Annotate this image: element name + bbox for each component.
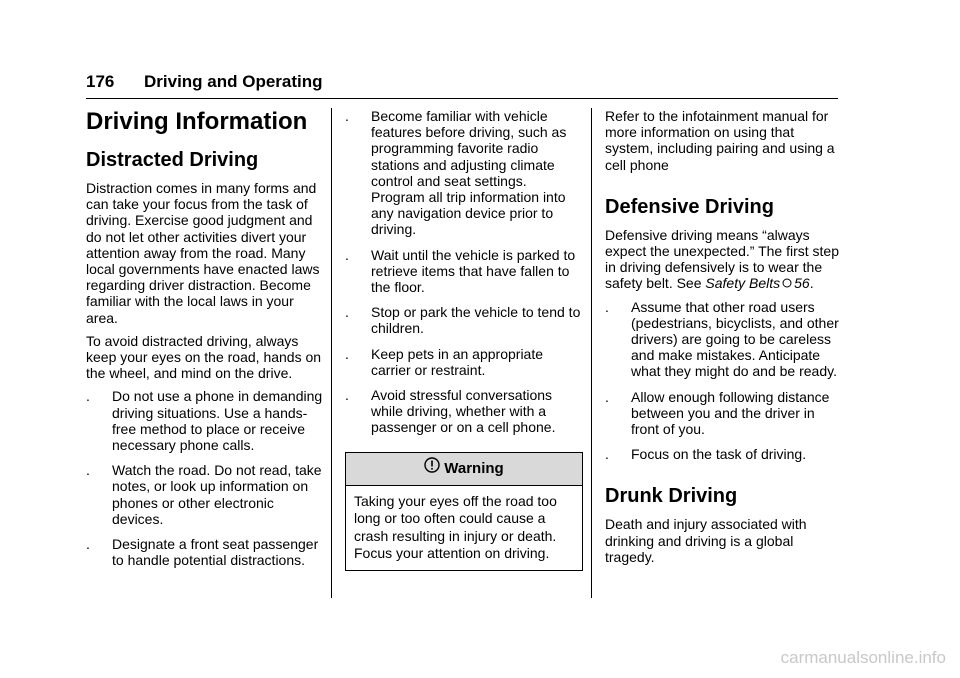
bullet-mark: . xyxy=(345,387,349,404)
list-item xyxy=(345,304,583,336)
page-header xyxy=(86,72,838,99)
column-divider xyxy=(591,108,592,598)
page-title: Driving Information xyxy=(86,108,308,135)
list-item xyxy=(86,536,324,568)
bullet-mark: . xyxy=(345,246,349,263)
bullet-mark: . xyxy=(86,536,90,553)
bullet-mark: . xyxy=(605,446,609,463)
list-item-text: Wait until the vehicle is parked to retrieve items that have fallen to the floor. xyxy=(371,246,576,296)
list-item-text: Focus on the task of driving. xyxy=(631,446,807,463)
list-item-text: Allow enough following distance between you and the driver in front of you. xyxy=(631,388,830,438)
list-item-text: Keep pets in an appropriate carrier or restraint. xyxy=(371,345,544,378)
column-3 xyxy=(605,108,841,572)
list-item-text: Do not use a phone in demanding driving situations. Use a hands-free method to place or receive necessary phone calls. xyxy=(112,388,323,454)
list-item xyxy=(605,299,841,380)
list-item-text: Avoid stressful conversations while driving, whether with a passenger or on a cell phone. xyxy=(371,387,556,436)
list-item-text: Stop or park the vehicle to tend to children. xyxy=(371,304,581,337)
heading-drunk-driving: Drunk Driving xyxy=(605,485,738,508)
paragraph-text: Defensive driving means “always expect the unexpected.” The first step in driving defensively is to wear the safety belt. See xyxy=(605,226,839,292)
cross-reference-page[interactable]: 56 xyxy=(794,275,810,292)
column-2 xyxy=(345,108,583,571)
list-item xyxy=(605,446,841,462)
bullet-mark: . xyxy=(345,345,349,362)
section-title: Driving and Operating xyxy=(144,72,323,91)
column-1 xyxy=(86,108,324,577)
heading-defensive-driving: Defensive Driving xyxy=(605,195,774,218)
list-item xyxy=(345,247,583,296)
list-item xyxy=(345,387,583,436)
page-number: 176 xyxy=(86,72,115,91)
bullet-mark: . xyxy=(605,298,609,315)
list-item xyxy=(345,346,583,378)
list-item xyxy=(605,389,841,438)
paragraph: Death and injury associated with drinking and driving is a global tragedy. xyxy=(605,516,807,565)
paragraph-end: . xyxy=(809,275,814,292)
paragraph: Distraction comes in many forms and can take your focus from the task of driving. Exercise good judgment and do not let other activities divert your attention away from the road. Many local governments have enacted laws regarding driver distraction. Become familiar with the local laws in your area. xyxy=(86,180,320,326)
bullet-mark: . xyxy=(345,108,349,124)
list-item-text: Assume that other road users (pedestrians, bicyclists, and other drivers) are going to be careless and make mistakes. Anticipate what they might do and be ready. xyxy=(631,298,839,380)
bullet-mark: . xyxy=(605,388,609,405)
list-item-text: Watch the road. Do not read, take notes, or look up information on phones or other electronic devices. xyxy=(112,462,322,527)
paragraph xyxy=(605,227,841,292)
bullet-mark: . xyxy=(86,388,90,405)
warning-icon xyxy=(424,453,440,485)
list-item-text: Designate a front seat passenger to handle potential distractions. xyxy=(112,536,319,569)
bullet-mark: . xyxy=(345,304,349,321)
warning-label: Warning xyxy=(444,459,504,477)
list-item xyxy=(86,462,324,527)
bullet-mark: . xyxy=(86,462,90,479)
column-divider xyxy=(331,108,332,598)
list-item xyxy=(345,108,583,238)
warning-box xyxy=(345,452,583,571)
cross-reference-link[interactable]: Safety Belts xyxy=(705,275,781,292)
watermark: carmanualsonline.info xyxy=(780,648,946,667)
page-reference-icon xyxy=(782,275,792,291)
paragraph: Refer to the infotainment manual for more information on using that system, including pairing and using a cell phone xyxy=(605,108,835,173)
heading-distracted-driving: Distracted Driving xyxy=(86,149,259,171)
paragraph: To avoid distracted driving, always keep your eyes on the road, hands on the wheel, and mind on the drive. xyxy=(86,332,322,382)
warning-header xyxy=(346,453,582,486)
list-item xyxy=(86,388,324,453)
warning-text: Taking your eyes off the road too long or too often could cause a crash resulting in injury or death. Focus your attention on driving. xyxy=(354,492,557,562)
list-item-text: Become familiar with vehicle features before driving, such as programming favorite radio stations and adjusting climate control and seat settings. Program all trip information into any navigation device prior to driving. xyxy=(371,108,567,238)
